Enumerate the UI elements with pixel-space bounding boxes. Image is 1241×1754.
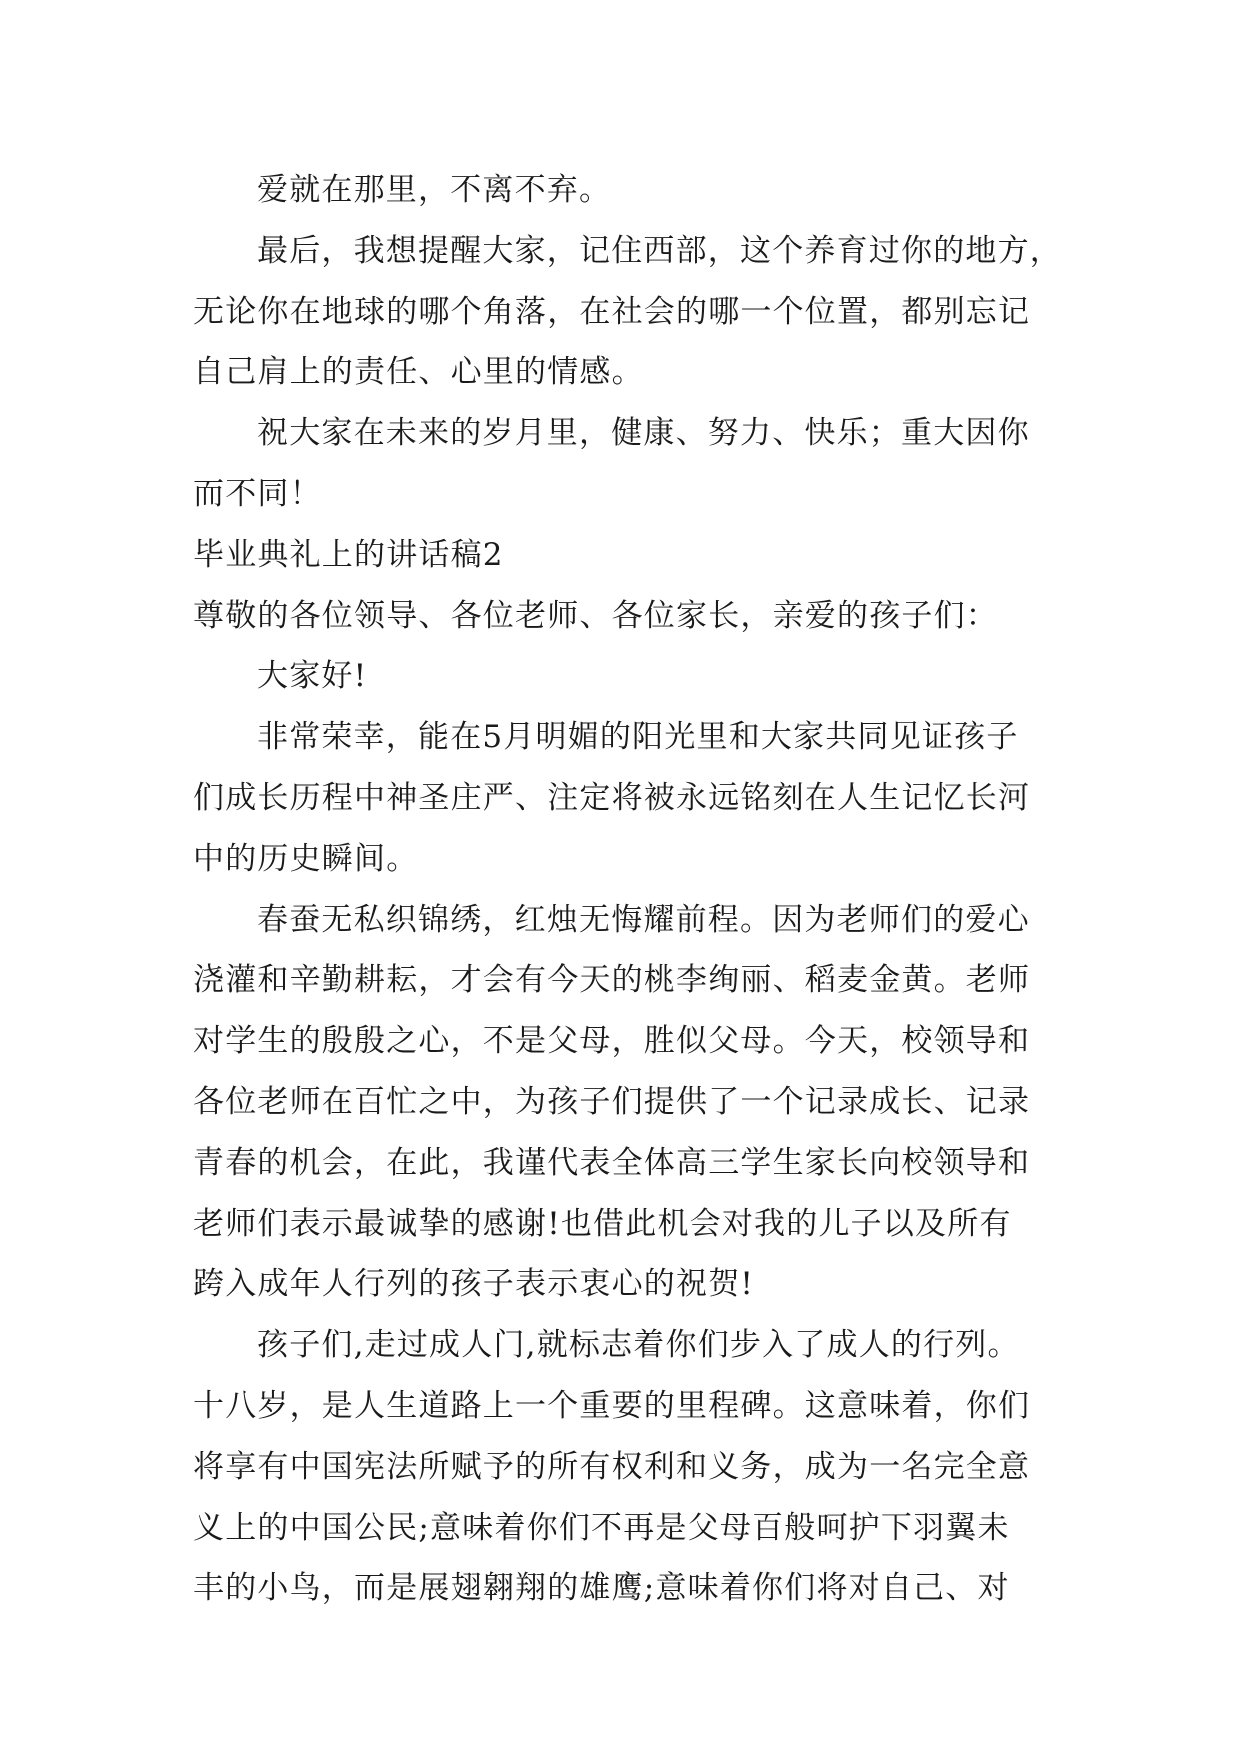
text-line: 义上的中国公民;意味着你们不再是父母百般呵护下羽翼未 [193, 1509, 1010, 1546]
text-line: 爱就在那里，不离不弃。 [257, 172, 612, 208]
greeting: 大家好! [257, 658, 368, 695]
text-line: 孩子们,走过成人门,就标志着你们步入了成人的行列。 [257, 1327, 1020, 1364]
text-line: 无论你在地球的哪个角落，在社会的哪一个位置，都别忘记 [193, 293, 1031, 330]
text-line: 最后，我想提醒大家，记住西部，这个养育过你的地方， [257, 232, 1062, 269]
text-line: 自己肩上的责任、心里的情感。 [193, 354, 644, 391]
text-line: 青春的机会，在此，我谨代表全体高三学生家长向校领导和 [193, 1144, 1031, 1181]
text-line: 非常荣幸，能在5月明媚的阳光里和大家共同见证孩子 [257, 719, 1019, 756]
text-line: 丰的小鸟，而是展翅翱翔的雄鹰;意味着你们将对自己、对 [193, 1570, 1010, 1607]
text-line: 们成长历程中神圣庄严、注定将被永远铭刻在人生记忆长河 [193, 779, 1031, 816]
text-line: 老师们表示最诚挚的感谢!也借此机会对我的儿子以及所有 [193, 1205, 1012, 1242]
text-line: 各位老师在百忙之中，为孩子们提供了一个记录成长、记录 [193, 1083, 1031, 1120]
text-line: 中的历史瞬间。 [193, 840, 419, 877]
text-line: 将享有中国宪法所赋予的所有权利和义务，成为一名完全意 [193, 1448, 1031, 1485]
text-line: 祝大家在未来的岁月里，健康、努力、快乐；重大因你 [257, 415, 1030, 452]
salutation: 尊敬的各位领导、各位老师、各位家长，亲爱的孩子们： [193, 597, 998, 634]
text-line: 浇灌和辛勤耕耘，才会有今天的桃李绚丽、稻麦金黄。老师 [193, 962, 1031, 999]
document-body [193, 160, 1062, 1619]
section-heading: 毕业典礼上的讲话稿2 [193, 536, 504, 573]
text-line: 十八岁，是人生道路上一个重要的里程碑。这意味着，你们 [193, 1387, 1031, 1424]
text-line: 对学生的殷殷之心，不是父母，胜似父母。今天，校领导和 [193, 1023, 1031, 1060]
text-line: 春蚕无私织锦绣，红烛无悔耀前程。因为老师们的爱心 [257, 901, 1030, 938]
text-line: 跨入成年人行列的孩子表示衷心的祝贺! [193, 1266, 755, 1303]
text-line: 而不同！ [193, 475, 322, 512]
